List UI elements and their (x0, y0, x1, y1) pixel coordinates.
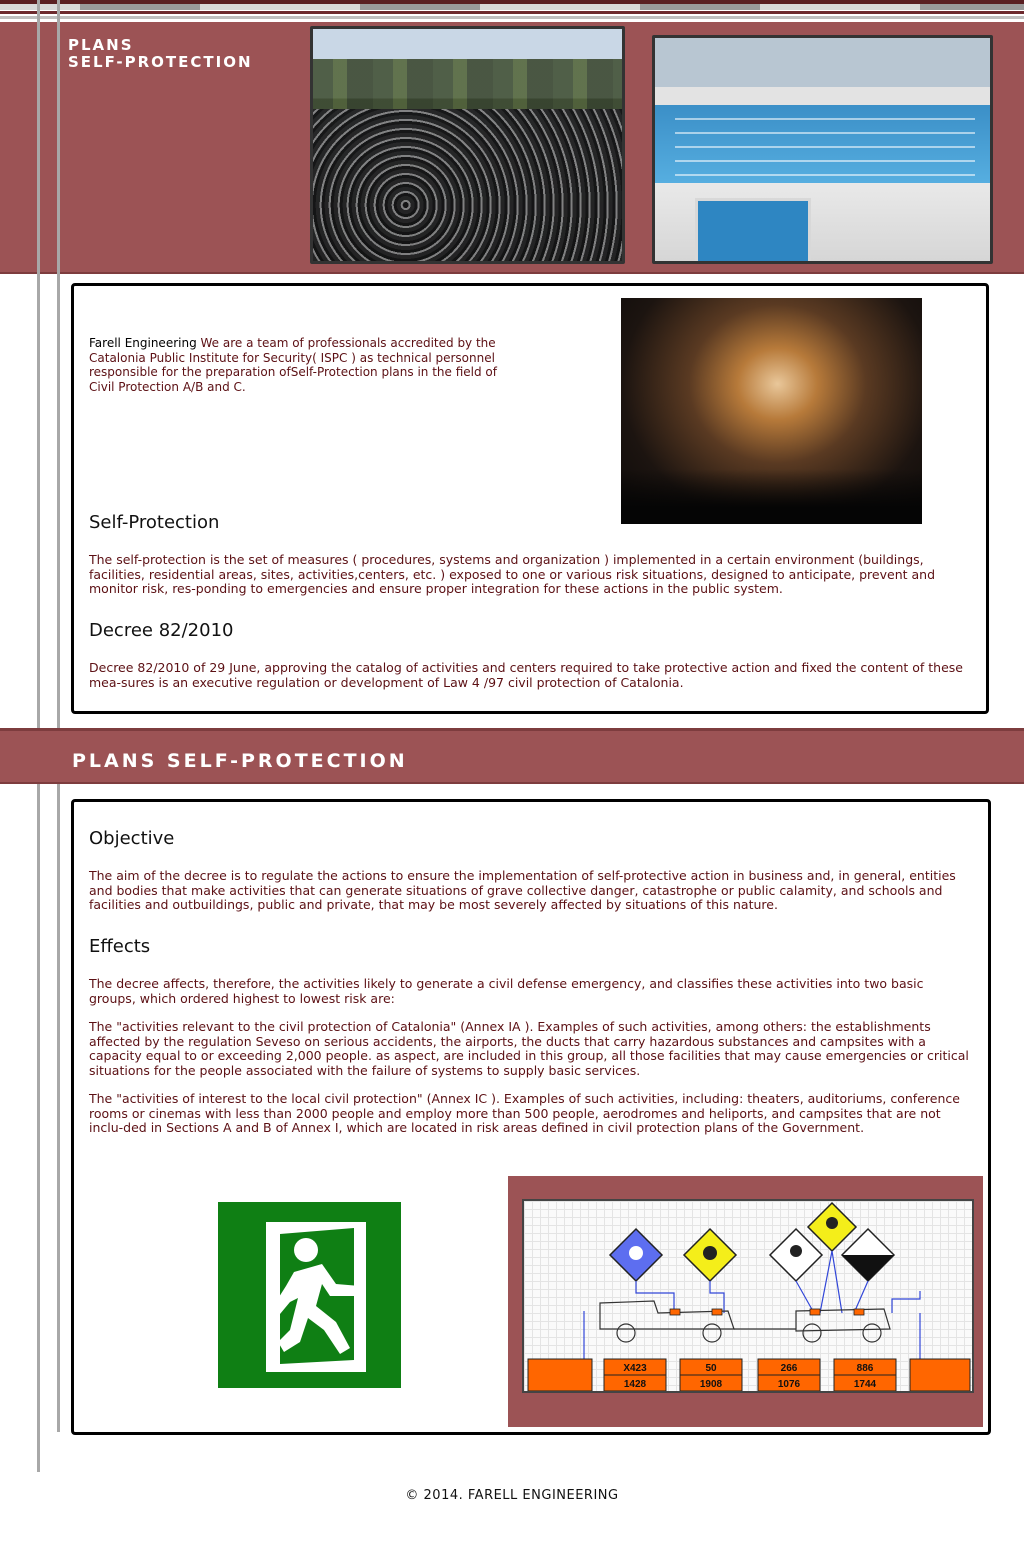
running-man-door-icon (218, 1202, 401, 1388)
hazmat-code-4-top: 886 (856, 1363, 874, 1374)
fireworks-photo (621, 298, 922, 524)
hazmat-code-4-bottom: 1744 (853, 1379, 877, 1390)
hazmat-code-2-bottom: 1908 (699, 1379, 723, 1390)
company-name: Farell Engineering (89, 336, 197, 350)
intro-text: We are a team of professionals accredited by the Catalonia Public Institute for Security( ISPC ) as technical personnel responsible for the preparation ofSelf-Protection plans in the field of Civil Protection A/B and C. (89, 336, 497, 394)
top-stripe-light (0, 16, 1024, 19)
effects-heading: Effects (89, 936, 151, 957)
intro-paragraph (89, 336, 519, 394)
toxic-white-placard-icon (770, 1229, 822, 1281)
top-stripe-grey (0, 4, 1024, 10)
bicycle-parking-photo (310, 26, 625, 264)
objective-heading: Objective (89, 828, 175, 849)
flammable-yellow-placard-icon (684, 1229, 736, 1281)
brand-line-1: PLANS (68, 36, 134, 54)
site-brand[interactable] (68, 37, 253, 71)
emergency-exit-sign-icon (218, 1202, 401, 1388)
hazmat-tanker-diagram (522, 1199, 974, 1393)
hazmat-code-3-top: 266 (780, 1363, 798, 1374)
swimming-pool-photo (652, 35, 993, 264)
oxidizer-blue-placard-icon (610, 1229, 662, 1281)
oxidizer-yellow-placard-icon (808, 1203, 856, 1251)
decree-text: Decree 82/2010 of 29 June, approving the catalog of activities and centers required to take protective action and fixed the content of these mea-sures is an executive regulation or development of Law 4 /97 civil protection of Catalonia. (89, 660, 963, 690)
section-title: PLANS SELF-PROTECTION (72, 750, 408, 772)
hazmat-code-3-bottom: 1076 (777, 1379, 801, 1390)
footer-copyright: © 2014. FARELL ENGINEERING (405, 1488, 619, 1503)
top-stripe-dark-2 (0, 11, 1024, 14)
objective-text: The aim of the decree is to regulate the actions to ensure the implementation of self-protective action in business and, in general, entities and bodies that make activities that can generate situations of grave collective danger, catastrophe or public calamity, and schools and facilities and outbuildings, public and private, that may be most severely affected by situations of this nature. (89, 868, 956, 912)
effects-paragraph-2: The "activities relevant to the civil protection of Catalonia" (Annex IA ). Examples of such activities, among others: the establishments affected by the regulation Seveso on serious accidents, the airports, the ducts that carry hazardous substances and campsites with a capacity equal to or exceeding 2,000 people. as aspect, are included in this group, all those facilities that may cause emergencies or critical situations for the people associated with the failure of systems to supply basic services. (89, 1019, 969, 1078)
hazmat-code-1-bottom: 1428 (623, 1379, 647, 1390)
brand-line-2: SELF-PROTECTION (68, 53, 253, 71)
self-protection-text: The self-protection is the set of measures ( procedures, systems and organization ) implemented in a certain environment (buildings, facilities, residential areas, sites, activities,centers, etc. ) exposed to one or various risk situations, designed to anticipate, prevent and monitor risk, res-ponding to emergencies and ensure proper integration for these actions in the public system. (89, 552, 936, 596)
effects-paragraph-1: The decree affects, therefore, the activities likely to generate a civil defense emergency, and classifies these activities into two basic groups, which ordered highest to lowest risk are: (89, 976, 924, 1006)
hazmat-code-2-top: 50 (705, 1363, 717, 1374)
self-protection-heading: Self-Protection (89, 512, 220, 533)
corrosive-black-placard-icon (842, 1229, 894, 1281)
vertical-rule-2 (57, 0, 60, 1432)
decree-heading: Decree 82/2010 (89, 620, 234, 641)
hazmat-placards-svg (524, 1201, 972, 1391)
effects-paragraph-3: The "activities of interest to the local civil protection" (Annex IC ). Examples of such activities, including: theaters, auditoriums, conference rooms or cinemas with less than 2000 people and employ more than 500 people, aerodromes and heliports, and campsites that are not inclu-ded in Sections A and B of Annex I, which are located in risk areas defined in civil protection plans of the Government. (89, 1091, 960, 1135)
hazmat-code-1-top: X423 (623, 1363, 647, 1374)
